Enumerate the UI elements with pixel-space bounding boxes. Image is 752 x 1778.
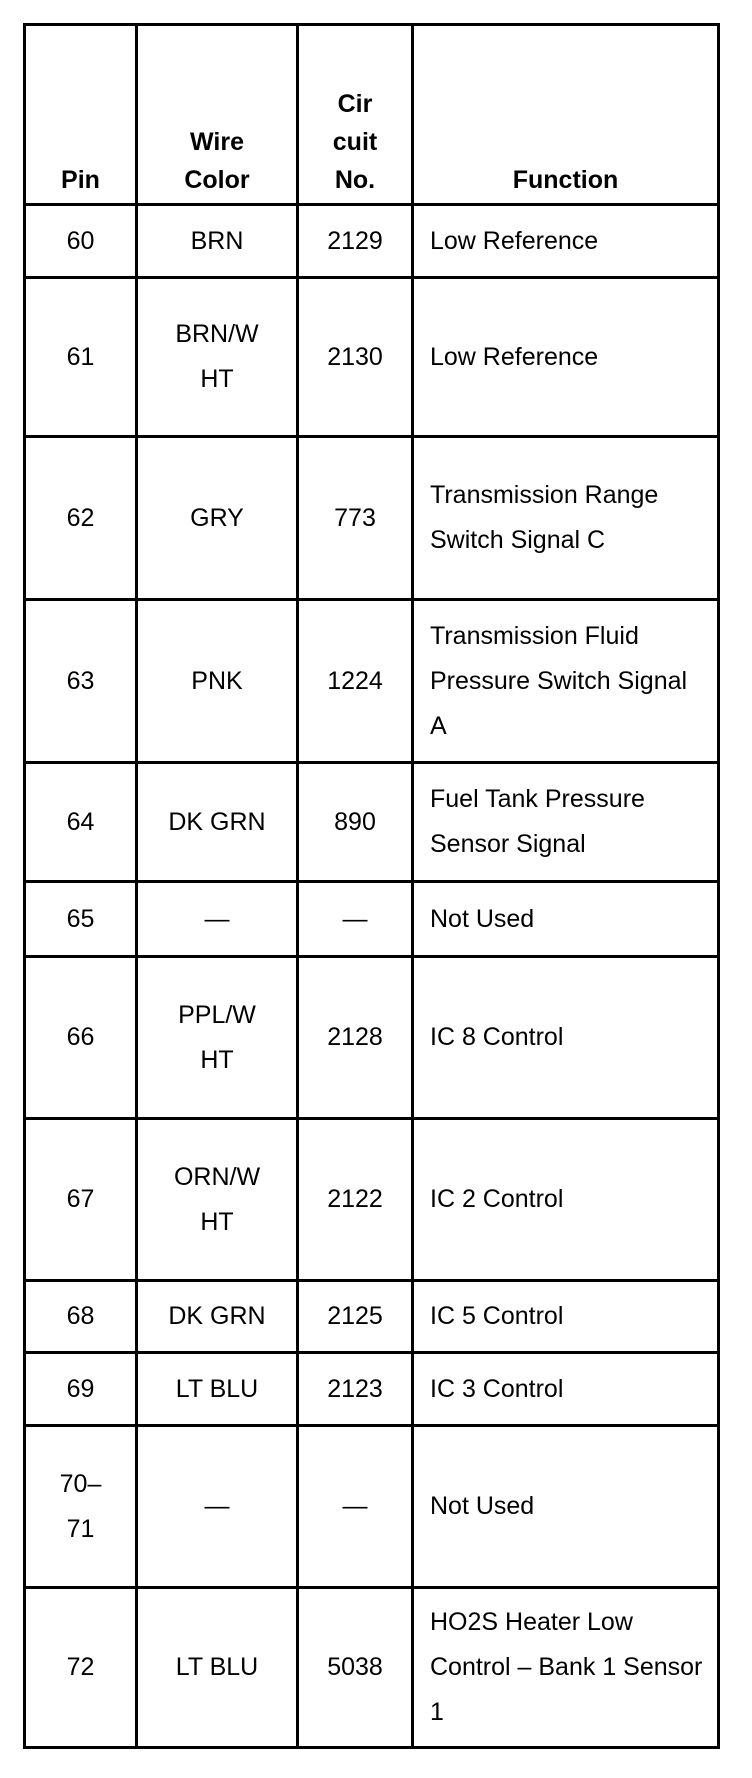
function-cell: Not Used [413,1426,719,1588]
function-cell: Transmission Range Switch Signal C [413,437,719,600]
pin-cell: 61 [25,278,137,437]
function-cell: Low Reference [413,278,719,437]
table-row [25,763,719,882]
header-row [25,25,719,205]
pin-cell: 70–71 [25,1426,137,1588]
table-row [25,1588,719,1748]
connector-pinout-table [23,23,720,1749]
circuit-cell: — [298,882,413,957]
circuit-cell: 1224 [298,600,413,763]
function-cell: Low Reference [413,205,719,278]
wire-color-cell: PPL/W HT [137,957,298,1119]
table-row [25,957,719,1119]
pin-cell: 66 [25,957,137,1119]
wire-color-cell: LT BLU [137,1588,298,1748]
wire-color-cell: ORN/W HT [137,1119,298,1281]
circuit-cell: 2130 [298,278,413,437]
function-cell: IC 3 Control [413,1353,719,1426]
pin-cell: 72 [25,1588,137,1748]
table-row [25,205,719,278]
wire-color-cell: PNK [137,600,298,763]
table-row [25,1353,719,1426]
header-circuit-no: Cir cuit No. [298,25,413,205]
pin-cell: 63 [25,600,137,763]
function-cell: Transmission Fluid Pressure Switch Signal A [413,600,719,763]
function-cell: IC 2 Control [413,1119,719,1281]
table-row [25,278,719,437]
pin-cell: 65 [25,882,137,957]
wire-color-cell: BRN [137,205,298,278]
circuit-cell: 890 [298,763,413,882]
wire-color-cell: GRY [137,437,298,600]
table-row [25,1119,719,1281]
wire-color-cell: DK GRN [137,763,298,882]
function-cell: IC 8 Control [413,957,719,1119]
wire-color-cell: DK GRN [137,1281,298,1353]
table-row [25,437,719,600]
circuit-cell: 2123 [298,1353,413,1426]
header-pin: Pin [25,25,137,205]
wire-color-cell: BRN/W HT [137,278,298,437]
table-row [25,882,719,957]
pin-cell: 69 [25,1353,137,1426]
pin-cell: 60 [25,205,137,278]
table-row [25,600,719,763]
header-wire-color: Wire Color [137,25,298,205]
circuit-cell: 5038 [298,1588,413,1748]
header-function: Function [413,25,719,205]
table-row [25,1426,719,1588]
pin-cell: 68 [25,1281,137,1353]
pin-cell: 67 [25,1119,137,1281]
function-cell: IC 5 Control [413,1281,719,1353]
function-cell: HO2S Heater Low Control – Bank 1 Sensor 1 [413,1588,719,1748]
circuit-cell: 2125 [298,1281,413,1353]
table-row [25,1281,719,1353]
circuit-cell: — [298,1426,413,1588]
circuit-cell: 773 [298,437,413,600]
function-cell: Fuel Tank Pressure Sensor Signal [413,763,719,882]
circuit-cell: 2122 [298,1119,413,1281]
pin-cell: 64 [25,763,137,882]
circuit-cell: 2129 [298,205,413,278]
wire-color-cell: — [137,882,298,957]
wire-color-cell: — [137,1426,298,1588]
circuit-cell: 2128 [298,957,413,1119]
function-cell: Not Used [413,882,719,957]
wire-color-cell: LT BLU [137,1353,298,1426]
pin-cell: 62 [25,437,137,600]
